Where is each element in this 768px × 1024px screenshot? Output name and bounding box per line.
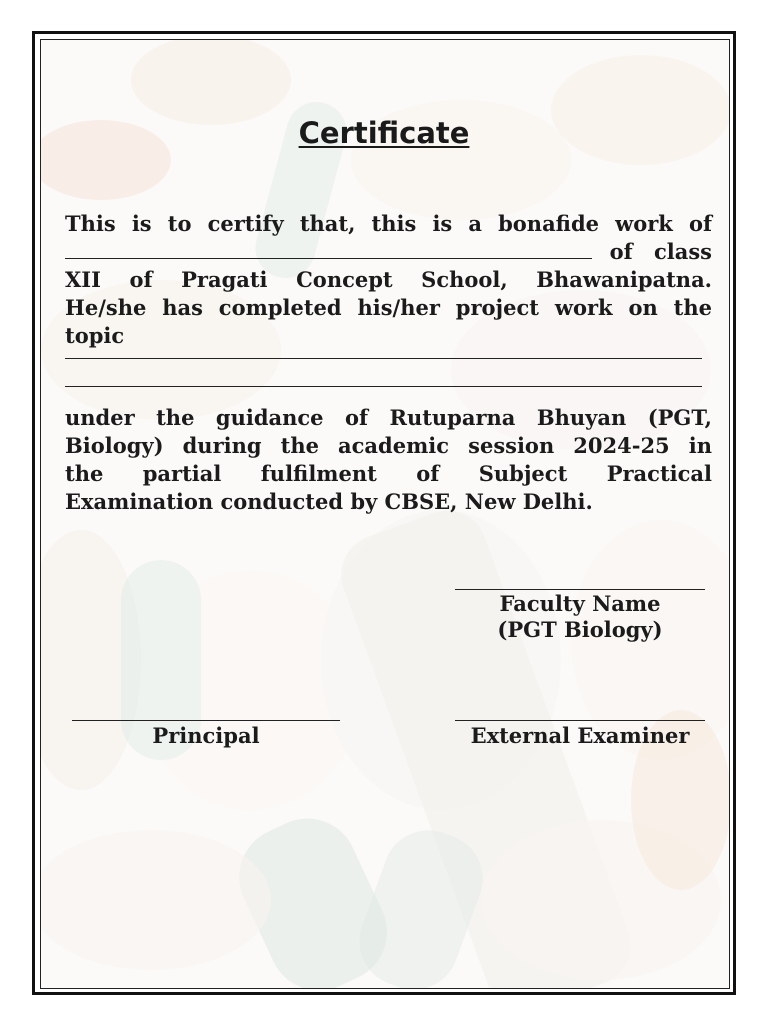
body-line-2-tail: of class xyxy=(609,239,712,264)
certificate-body-part1 xyxy=(65,210,712,350)
body-line-5: topic xyxy=(65,323,125,348)
certificate-title: Certificate xyxy=(298,116,470,150)
principal-signature-line xyxy=(72,720,340,721)
body-line-4: He/she has completed his/her project work on the xyxy=(65,295,712,320)
body-line-1: This is to certify that, this is a bonafide work of xyxy=(65,211,712,236)
topic-blank-line-1 xyxy=(65,358,702,359)
body-line-6: under the guidance of Rutuparna Bhuyan (PGT, xyxy=(65,405,712,430)
principal-label: Principal xyxy=(152,723,260,748)
body-line-9: Examination conducted by CBSE, New Delhi. xyxy=(65,489,593,514)
faculty-signature-line xyxy=(455,589,705,590)
faculty-name-label: Faculty Name xyxy=(499,591,661,616)
name-blank-row xyxy=(65,238,712,266)
faculty-role-label: (PGT Biology) xyxy=(497,617,663,642)
body-line-7: Biology) during the academic session 2024-25 in xyxy=(65,433,712,458)
certificate-body-part2 xyxy=(65,404,712,516)
body-line-8: the partial fulfilment of Subject Practical xyxy=(65,461,712,486)
topic-blank-line-2 xyxy=(65,386,702,387)
student-name-blank xyxy=(65,240,592,259)
body-line-3: XII of Pragati Concept School, Bhawanipatna. xyxy=(65,267,712,292)
examiner-signature-line xyxy=(455,720,705,721)
external-examiner-label: External Examiner xyxy=(470,723,690,748)
